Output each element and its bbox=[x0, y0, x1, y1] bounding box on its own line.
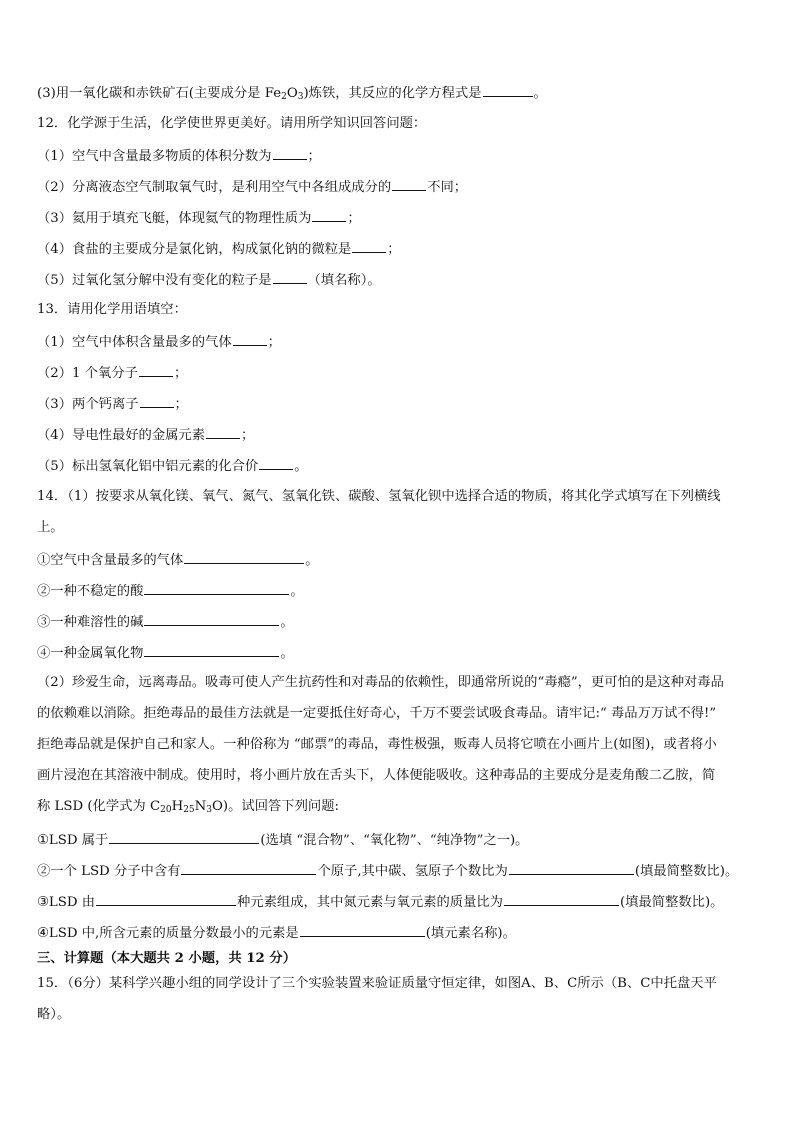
q14-part2-paragraph-5 bbox=[37, 797, 764, 817]
text: ①空气中含量最多的气体 bbox=[37, 553, 184, 568]
q14-item-1 bbox=[37, 549, 764, 571]
text: ④一种金属氧化物 bbox=[37, 646, 144, 661]
q14-part2-paragraph-1: （2）珍爱生命，远离毒品。吸毒可使人产生抗药性和对毒品的依赖性，即通常所说的“毒瘾”，更可怕的是这种对毒品 bbox=[37, 675, 724, 690]
question-12-stem: 12．化学源于生活，化学使世界更美好。请用所学知识回答问题： bbox=[37, 116, 427, 131]
text: ①LSD 属于 bbox=[37, 833, 109, 848]
text: （3）两个钙离子 bbox=[37, 397, 139, 412]
text: (填最简整数比)。 bbox=[634, 864, 739, 879]
text: ③LSD 由 bbox=[37, 895, 96, 910]
question-13-stem: 13．请用化学用语填空： bbox=[37, 302, 187, 317]
text: ； bbox=[347, 211, 361, 226]
answer-blank[interactable] bbox=[96, 891, 236, 906]
subscript: 25 bbox=[183, 805, 195, 815]
answer-blank[interactable] bbox=[181, 860, 316, 875]
text: ； bbox=[173, 366, 188, 381]
answer-blank[interactable] bbox=[184, 549, 304, 564]
text: 。 bbox=[305, 553, 319, 568]
subscript: 3 bbox=[206, 805, 213, 815]
text: 。 bbox=[290, 584, 304, 599]
lsd-item-2 bbox=[37, 860, 764, 882]
text: (填元素名称)。 bbox=[425, 926, 516, 941]
text: 个原子,其中碳、氢原子个数比为 bbox=[317, 864, 508, 879]
answer-blank[interactable] bbox=[509, 860, 634, 875]
text: （4）导电性最好的金属元素 bbox=[37, 428, 206, 443]
q14-item-2 bbox=[37, 580, 764, 602]
q13-item-1 bbox=[37, 331, 764, 353]
q14-item-4 bbox=[37, 642, 764, 664]
text: 。 bbox=[280, 646, 294, 661]
q14-item-3 bbox=[37, 611, 764, 633]
text: （填名称）。 bbox=[307, 273, 381, 288]
text: （1）空气中含量最多物质的体积分数为 bbox=[37, 149, 272, 164]
answer-blank[interactable] bbox=[483, 82, 533, 97]
q12-item-1 bbox=[37, 145, 764, 167]
answer-blank[interactable] bbox=[206, 424, 240, 439]
text: ③一种难溶性的碱 bbox=[37, 615, 144, 630]
text: (选填 “混合物”、“氧化物”、“纯净物”之一)。 bbox=[260, 833, 529, 848]
subscript: 20 bbox=[160, 805, 172, 815]
q12-item-3 bbox=[37, 207, 764, 229]
text: ； bbox=[241, 428, 255, 443]
text: (3)用一氧化碳和赤铁矿石(主要成分是 Fe bbox=[37, 86, 282, 101]
q13-item-3 bbox=[37, 393, 764, 415]
q12-item-4 bbox=[37, 238, 764, 260]
question-15-stem: 15．（6分）某科学兴趣小组的同学设计了三个实验装置来验证质量守恒定律，如图A、B、C所示（B、C中托盘天平 bbox=[37, 976, 717, 991]
answer-blank[interactable] bbox=[352, 238, 386, 253]
answer-blank[interactable] bbox=[259, 455, 293, 470]
answer-blank[interactable] bbox=[273, 269, 307, 284]
lsd-item-3 bbox=[37, 891, 764, 913]
text: （5）标出氢氧化铝中铝元素的化合价 bbox=[37, 459, 259, 474]
q12-item-2 bbox=[37, 176, 764, 198]
text: （3）氦用于填充飞艇，体现氦气的物理性质为 bbox=[37, 211, 312, 226]
text: （4）食盐的主要成分是氯化钠，构成氯化钠的微粒是 bbox=[37, 242, 352, 257]
text: （5）过氧化氢分解中没有变化的粒子是 bbox=[37, 273, 272, 288]
answer-blank[interactable] bbox=[300, 922, 425, 937]
answer-blank[interactable] bbox=[144, 611, 279, 626]
answer-blank[interactable] bbox=[312, 207, 346, 222]
text: ②一种不稳定的酸 bbox=[37, 584, 144, 599]
answer-blank[interactable] bbox=[233, 331, 267, 346]
q14-part2-paragraph-2: 的依赖难以消除。拒绝毒品的最佳方法就是一定要抵住好奇心，千万不要尝试吸食毒品。请牢记:“ 毒品万万试不得!” bbox=[37, 706, 717, 721]
text: ； bbox=[267, 335, 281, 350]
question-11-part-3 bbox=[37, 82, 764, 104]
q14-part2-paragraph-3: 拒绝毒品就是保护自己和家人。一种俗称为 “邮票”的毒品，毒性极强，贩毒人员将它喷在小画片上(如图)，或者将小 bbox=[37, 737, 717, 752]
text: O)。试回答下列问题: bbox=[212, 799, 339, 814]
text: 。 bbox=[533, 86, 547, 101]
text: 。 bbox=[280, 615, 294, 630]
text: 种元素组成，其中氮元素与氧元素的质量比为 bbox=[237, 895, 503, 910]
subscript: 2 bbox=[281, 92, 287, 102]
q12-item-5 bbox=[37, 269, 764, 291]
question-14-stem: 14．（1）按要求从氧化镁、氧气、氮气、氢氧化铁、碳酸、氢氧化钡中选择合适的物质，将其化学式填写在下列横线 bbox=[37, 489, 721, 504]
answer-blank[interactable] bbox=[109, 829, 259, 844]
q14-part2-paragraph-4: 画片浸泡在其溶液中制成。使用时，将小画片放在舌头下，人体便能吸收。这种毒品的主要成分是麦角酸二乙胺，简 bbox=[37, 768, 716, 783]
lsd-item-4 bbox=[37, 922, 764, 944]
text: ； bbox=[307, 149, 321, 164]
text: N bbox=[194, 799, 207, 814]
text: )炼铁，其反应的化学方程式是 bbox=[303, 86, 482, 101]
answer-blank[interactable] bbox=[144, 580, 289, 595]
answer-blank[interactable] bbox=[140, 393, 174, 408]
text: 。 bbox=[294, 459, 308, 474]
text: (填最简整数比)。 bbox=[619, 895, 724, 910]
subscript: 3 bbox=[297, 92, 304, 102]
answer-blank[interactable] bbox=[504, 891, 619, 906]
text: O bbox=[286, 86, 298, 101]
q13-item-5 bbox=[37, 455, 764, 477]
text: （2）1 个氧分子 bbox=[37, 366, 138, 381]
question-14-stem-cont: 上。 bbox=[37, 520, 64, 535]
text: ②一个 LSD 分子中含有 bbox=[37, 864, 181, 879]
text: ； bbox=[174, 397, 188, 412]
lsd-item-1 bbox=[37, 829, 764, 851]
text: 称 LSD (化学式为 C bbox=[37, 799, 161, 814]
text: （1）空气中体积含量最多的气体 bbox=[37, 335, 232, 350]
text: 不同； bbox=[427, 180, 468, 195]
answer-blank[interactable] bbox=[392, 176, 426, 191]
section-heading: 三、计算题（本大题共 2 小题，共 12 分） bbox=[37, 951, 297, 966]
text: （2）分离液态空气制取氧气时，是利用空气中各组成成分的 bbox=[37, 180, 392, 195]
answer-blank[interactable] bbox=[273, 145, 307, 160]
question-15-stem-cont: 略）。 bbox=[37, 1007, 71, 1022]
q13-item-2 bbox=[37, 362, 764, 384]
text: ④LSD 中,所含元素的质量分数最小的元素是 bbox=[37, 926, 299, 941]
answer-blank[interactable] bbox=[139, 362, 173, 377]
text: H bbox=[171, 799, 184, 814]
answer-blank[interactable] bbox=[144, 642, 279, 657]
text: ； bbox=[387, 242, 401, 257]
q13-item-4 bbox=[37, 424, 764, 446]
